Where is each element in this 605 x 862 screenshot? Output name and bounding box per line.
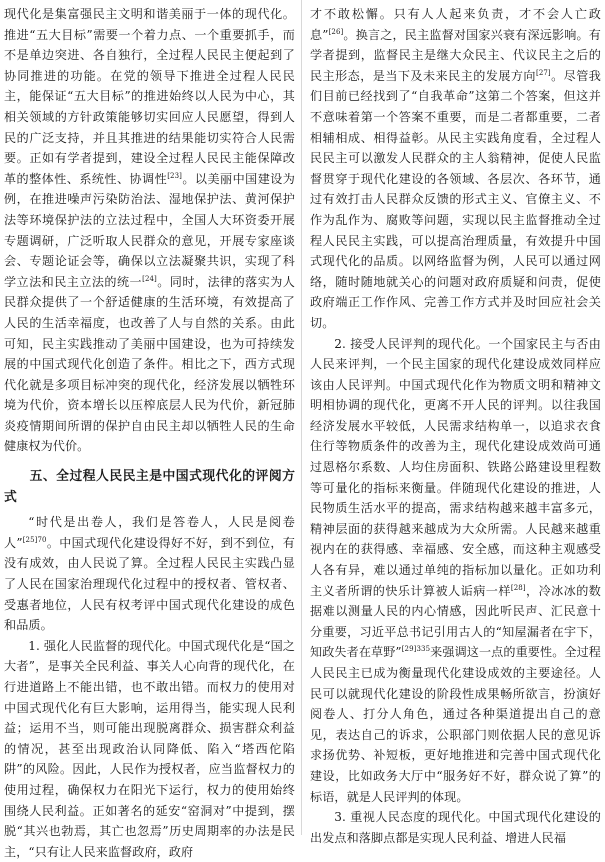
paragraph-intro: “时代是出卷人，我们是答卷人，人民是阅卷人”$^{[25]70}$。中国式现代化建设得好不好，到不到位，有没有成效，由人民说了算。全过程人民民主实践凸显了人民在国家治理现代化过程中的授权者、管权者、受惠者地位，人民有权考评中国式现代化建设的成色和品质。 (4, 515, 295, 633)
paragraph-attitude: 3. 重视人民态度的现代化。中国式现代化建设的出发点和落脚点都是实现人民利益、增进人民福 (310, 810, 601, 845)
citation-27[interactable]: [27] (535, 68, 551, 77)
right-column (310, 4, 601, 848)
citation-25[interactable]: [25]70 (22, 535, 47, 544)
citation-26[interactable]: [26] (328, 27, 344, 36)
citation-24[interactable]: [24] (142, 274, 157, 283)
section-heading: 五、全过程人民民主是中国式现代化的评阅方式 (4, 469, 295, 505)
paragraph-continuation: 现代化是集富强民主文明和谐美丽于一体的现代化。推进“五大目标”需要一个着力点、一个重要抓手，而不是单边突进、各自独行，全过程人民民主便起到了协同推进的功能。在党的领导下推进全过程人民民主，能保证“五大目标”的推进始终以人民为中心，其相关领域的方针政策能够切实回应人民愿望，得到人民的广泛支持，并且其推进的结果能切实符合人民需要。正如有学者提到，建设全过程人民民主能保障改革的整体性、系统性、协调性[23]。以美丽中国建设为例，在推进噪声污染防治法、湿地保护法、黄河保护法等环境保护法的立法过程中，全国人大环资委开展专题调研，广泛听取人民群众的意见，开展专家座谈会、专题论证会等，确保以立法凝聚共识，实现了科学立法和民主立法的统一[24]。同时，法律的落实为人民群众提供了一个舒适健康的生活环境，有效提高了人民的生活幸福度，也改善了人与自然的关系。由此可知，民主实践推动了美丽中国建设，也为可持续发展的中国式现代化创造了条件。相比之下，西方式现代化就是多项目标冲突的现代化，经济发展以牺牲环境为代价，资本增长以压榨底层人民为代价，新冠肺炎疫情期间所谓的保护自由民主却以牺牲人民的生命健康权为代价。 (4, 7, 295, 454)
paragraph-evaluation: 2. 接受人民评判的现代化。一个国家民主与否由人民来评判，一个民主国家的现代化建设成效同样应该由人民评判。中国式现代化作为物质文明和精神文明相协调的现代化，更离不开人民的评判。以往我国经济发展水平较低，人民需求结构单一，以追求衣食住行等物质条件的改善为主，现代化建设成效尚可通过恩格尔系数、人均住房面积、铁路公路建设里程数等可量化的指标来衡量。伴随现代化建设的推进，人民物质生活水平的提高，需求结构越来越丰富多元，精神层面的获得越来越成为大众所需。人民越来越重视内在的获得感、幸福感、安全感，而这种主观感受人各有异，难以通过单纯的指标加以量化。正如功利主义者所谓的快乐计算被人诟病一样[28]，冷冰冰的数据难以测量人民的内心情感，因此听民声、汇民意十分重要，习近平总书记引用古人的“知屋漏者在宇下，知政失者在草野”$^{[29]335}$来强调这一点的重要性。全过程人民民主已成为衡量现代化建设成效的主要途径。人民可以就现代化建设的阶段性成果畅所欲言，扮演好阅卷人、打分人角色，通过各种渠道提出自己的意见，表达自己的诉求，公职部门则依据人民的意见诉求扬优势、补短板，更好地推进和完善中国式现代化建设，比如政务大厅中“服务好不好，群众说了算”的标语，就是人民评判的体现。 (310, 336, 602, 804)
citation-28[interactable]: [28] (510, 583, 526, 592)
citation-29[interactable]: [29]335 (401, 645, 431, 654)
paragraph-supervision-continued: 才不敢松懈。只有人人起来负责，才不会人亡政息”[26]。换言之，民主监督对国家兴衰有深远影响。有学者提到，监督民主是继大众民主、代议民主之后的民主形态，是当下及未来民主的发展方向[27]。尽管我们目前已经找到了“自我革命”这第二个答案，但这并不意味着第一个答案不重要，而是二者都重要，二者相辅相成、相得益彰。从民主实践角度看，全过程人民民主可以激发人民群众的主人翁精神，促使人民监督贯穿于现代化建设的各领域、各层次、各环节，通过有效打击人民群众反馈的形式主义、官僚主义、不作为乱作为、腐败等问题，实现以民主监督推动全过程人民民主实践，可以提高治理质量，有效提升中国式现代化的品质。以网络监督为例，人民可以通过网络，随时随地就关心的问题对政府质疑和问责，促使政府端正工作作风、完善工作方式并及时回应社会关切。 (310, 7, 601, 330)
column-divider (301, 0, 302, 835)
left-column (4, 4, 295, 862)
paragraph-supervision: 1. 强化人民监督的现代化。中国式现代化是“国之大者”，是事关全民利益、事关人心向背的现代化，在行进道路上不能出错，也不敢出错。而权力的使用对中国式现代化有巨大影响，运用得当，能实现人民利益；运用不当，则可能出现脱离群众、损害群众利益的情况，甚至出现政治认同降低、陷入“塔西佗陷阱”的风险。因此，人民作为授权者，应当监督权力的使用过程，确保权力在阳光下运行，权力的使用始终围绕人民利益。正如著名的延安“窑洞对”中提到，摆脱“其兴也勃焉，其亡也忽焉”历史周期率的办法是民主，“只有让人民来监督政府，政府 (4, 638, 295, 859)
citation-23[interactable]: [23] (167, 171, 182, 180)
